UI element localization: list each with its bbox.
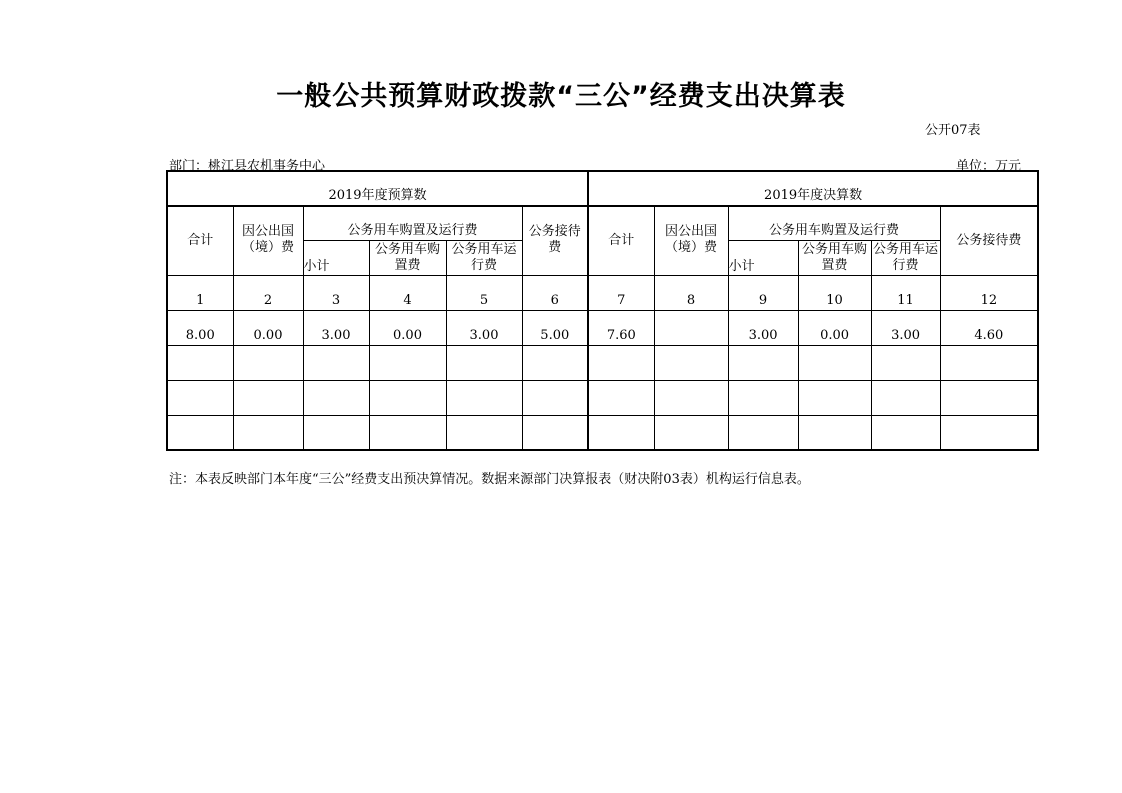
table-cell bbox=[369, 415, 446, 450]
final-group-header: 2019年度决算数 bbox=[588, 171, 1038, 206]
table-cell bbox=[871, 415, 940, 450]
table-cell bbox=[167, 415, 233, 450]
header-vehicle-run: 公务用车运行费 bbox=[446, 240, 522, 275]
table-cell bbox=[369, 380, 446, 415]
form-number: 公开07表 bbox=[925, 123, 981, 138]
cell-final-reception: 4.60 bbox=[940, 310, 1038, 345]
col-number: 2 bbox=[233, 275, 303, 310]
header-total: 合计 bbox=[167, 206, 233, 275]
cell-final-vehicle-purchase: 0.00 bbox=[798, 310, 871, 345]
table-cell bbox=[446, 345, 522, 380]
table-cell bbox=[654, 345, 728, 380]
table-cell bbox=[798, 415, 871, 450]
header-vehicle-run: 公务用车运行费 bbox=[871, 240, 940, 275]
header-abroad: 因公出国（境）费 bbox=[233, 206, 303, 275]
table-row bbox=[167, 345, 1038, 380]
header-total: 合计 bbox=[588, 206, 654, 275]
table-cell bbox=[446, 415, 522, 450]
table-cell bbox=[369, 345, 446, 380]
table-cell bbox=[871, 345, 940, 380]
col-number: 4 bbox=[369, 275, 446, 310]
cell-final-abroad bbox=[654, 310, 728, 345]
unit-label: 单位：万元 bbox=[956, 159, 1022, 174]
cell-budget-total: 8.00 bbox=[167, 310, 233, 345]
table-cell bbox=[233, 345, 303, 380]
table-row bbox=[167, 415, 1038, 450]
table-cell bbox=[233, 415, 303, 450]
table-cell bbox=[728, 345, 798, 380]
cell-budget-vehicle-run: 3.00 bbox=[446, 310, 522, 345]
cell-budget-vehicle-subtotal: 3.00 bbox=[303, 310, 369, 345]
page-title: 一般公共预算财政拨款“三公”经费支出决算表 bbox=[276, 81, 846, 112]
col-number: 7 bbox=[588, 275, 654, 310]
table-cell bbox=[303, 345, 369, 380]
col-number: 6 bbox=[522, 275, 588, 310]
table-row bbox=[167, 310, 1038, 345]
expenditure-table bbox=[166, 170, 1039, 451]
table-cell bbox=[728, 415, 798, 450]
footnote: 注：本表反映部门本年度“三公”经费支出预决算情况。数据来源部门决算报表（财决附03表）机构运行信息表。 bbox=[169, 472, 810, 487]
table-cell bbox=[588, 345, 654, 380]
cell-final-total: 7.60 bbox=[588, 310, 654, 345]
header-subtotal: 小计 bbox=[303, 240, 369, 275]
col-number: 11 bbox=[871, 275, 940, 310]
table-cell bbox=[940, 345, 1038, 380]
department-label: 部门：桃江县农机事务中心 bbox=[169, 159, 326, 174]
table-row bbox=[167, 380, 1038, 415]
col-number: 12 bbox=[940, 275, 1038, 310]
table-cell bbox=[522, 380, 588, 415]
header-vehicle: 公务用车购置及运行费 bbox=[728, 206, 940, 240]
header-vehicle-purchase: 公务用车购置费 bbox=[369, 240, 446, 275]
table-cell bbox=[303, 380, 369, 415]
table-cell bbox=[167, 380, 233, 415]
header-vehicle: 公务用车购置及运行费 bbox=[303, 206, 522, 240]
table-cell bbox=[871, 380, 940, 415]
cell-budget-reception: 5.00 bbox=[522, 310, 588, 345]
table-cell bbox=[303, 415, 369, 450]
table-cell bbox=[798, 345, 871, 380]
col-number: 5 bbox=[446, 275, 522, 310]
header-vehicle-purchase: 公务用车购置费 bbox=[798, 240, 871, 275]
table-cell bbox=[654, 415, 728, 450]
table-cell bbox=[233, 380, 303, 415]
col-number: 8 bbox=[654, 275, 728, 310]
table-cell bbox=[588, 380, 654, 415]
table-cell bbox=[167, 345, 233, 380]
cell-final-vehicle-subtotal: 3.00 bbox=[728, 310, 798, 345]
col-number: 9 bbox=[728, 275, 798, 310]
table-cell bbox=[446, 380, 522, 415]
table-cell bbox=[940, 380, 1038, 415]
cell-final-vehicle-run: 3.00 bbox=[871, 310, 940, 345]
table-cell bbox=[940, 415, 1038, 450]
table-cell bbox=[728, 380, 798, 415]
header-reception: 公务接待费 bbox=[940, 206, 1038, 275]
header-abroad: 因公出国（境）费 bbox=[654, 206, 728, 275]
header-subtotal: 小计 bbox=[728, 240, 798, 275]
header-reception: 公务接待费 bbox=[522, 206, 588, 275]
budget-group-header: 2019年度预算数 bbox=[167, 171, 588, 206]
cell-budget-vehicle-purchase: 0.00 bbox=[369, 310, 446, 345]
table-cell bbox=[522, 415, 588, 450]
col-number: 10 bbox=[798, 275, 871, 310]
table-cell bbox=[654, 380, 728, 415]
col-number: 1 bbox=[167, 275, 233, 310]
col-number: 3 bbox=[303, 275, 369, 310]
table-cell bbox=[588, 415, 654, 450]
table-cell bbox=[522, 345, 588, 380]
table-cell bbox=[798, 380, 871, 415]
cell-budget-abroad: 0.00 bbox=[233, 310, 303, 345]
